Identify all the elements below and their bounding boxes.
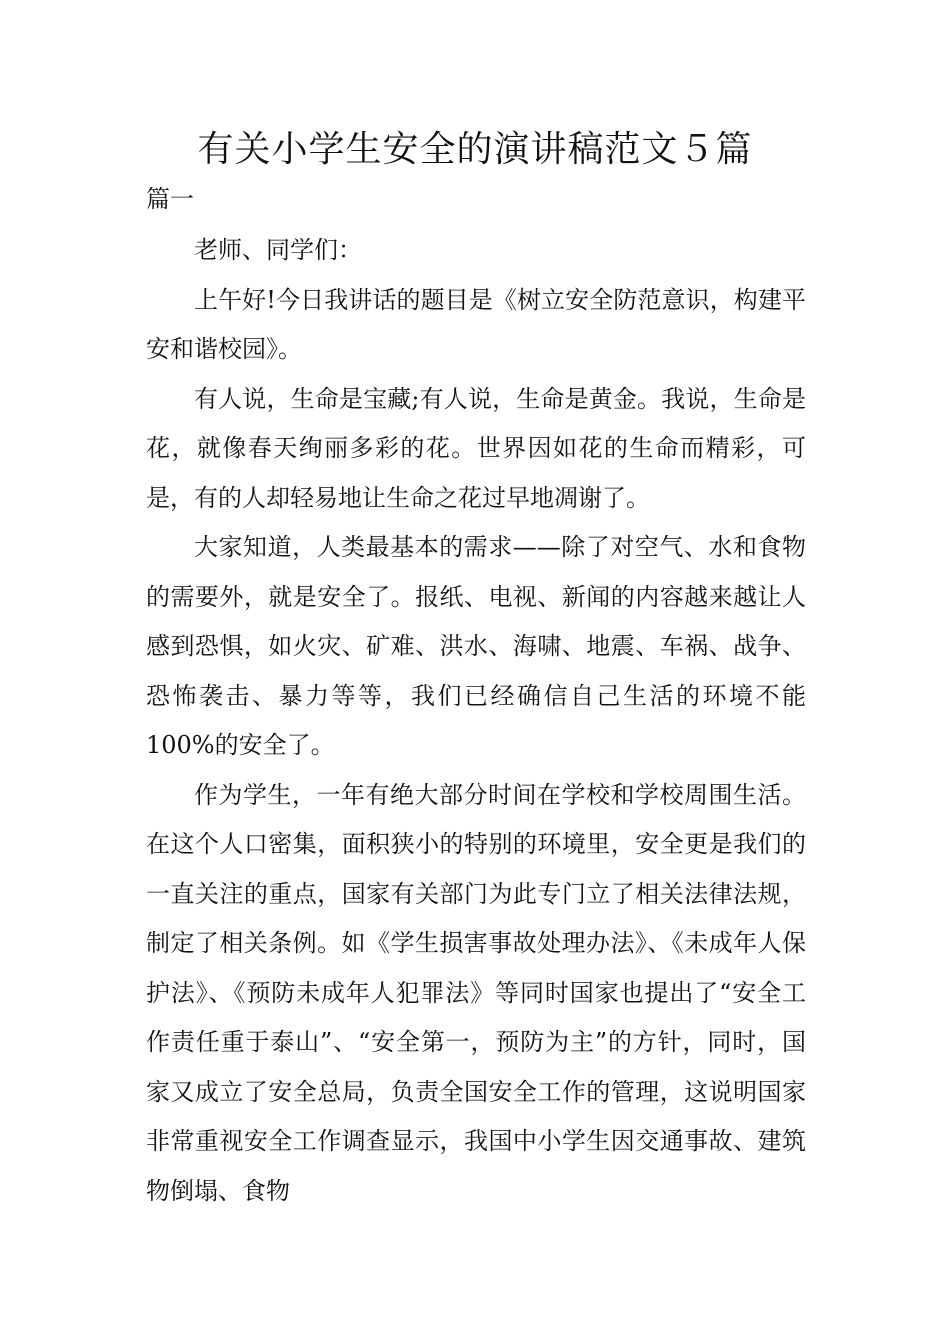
paragraph-school-safety: 作为学生，一年有绝大部分时间在学校和学校周围生活。在这个人口密集，面积狭小的特别的环境里，安全更是我们的一直关注的重点，国家有关部门为此专门立了相关法律法规，制定了相关条例。如《学生损害事故处理办法》、《未成年人保护法》、《预防未成年人犯罪法》等同时国家也提出了“安全工作责任重于泰山”、“安全第一，预防为主”的方针，同时，国家又成立了安全总局，负责全国安全工作的管理，这说明国家非常重视安全工作调查显示，我国中小学生因交通事故、建筑物倒塌、食物 [146, 780, 806, 1205]
paragraph-life: 有人说，生命是宝藏;有人说，生命是黄金。我说，生命是花，就像春天绚丽多彩的花。世界因如花的生命而精彩，可是，有的人却轻易地让生命之花过早地凋谢了。 [146, 384, 806, 512]
paragraph-safety-need: 大家知道，人类最基本的需求——除了对空气、水和食物的需要外，就是安全了。报纸、电视、新闻的内容越来越让人感到恐惧，如火灾、矿难、洪水、海啸、地震、车祸、战争、恐怖袭击、暴力等等，我们已经确信自己生活的环境不能100%的安全了。 [146, 533, 806, 759]
document-body [146, 226, 806, 1216]
document-title: 有关小学生安全的演讲稿范文５篇 [197, 129, 753, 170]
paragraph-greeting: 老师、同学们： [194, 236, 362, 264]
section-label: 篇一 [146, 185, 194, 213]
paragraph-topic: 上午好!今日我讲话的题目是《树立安全防范意识，构建平安和谐校园》。 [146, 285, 806, 363]
